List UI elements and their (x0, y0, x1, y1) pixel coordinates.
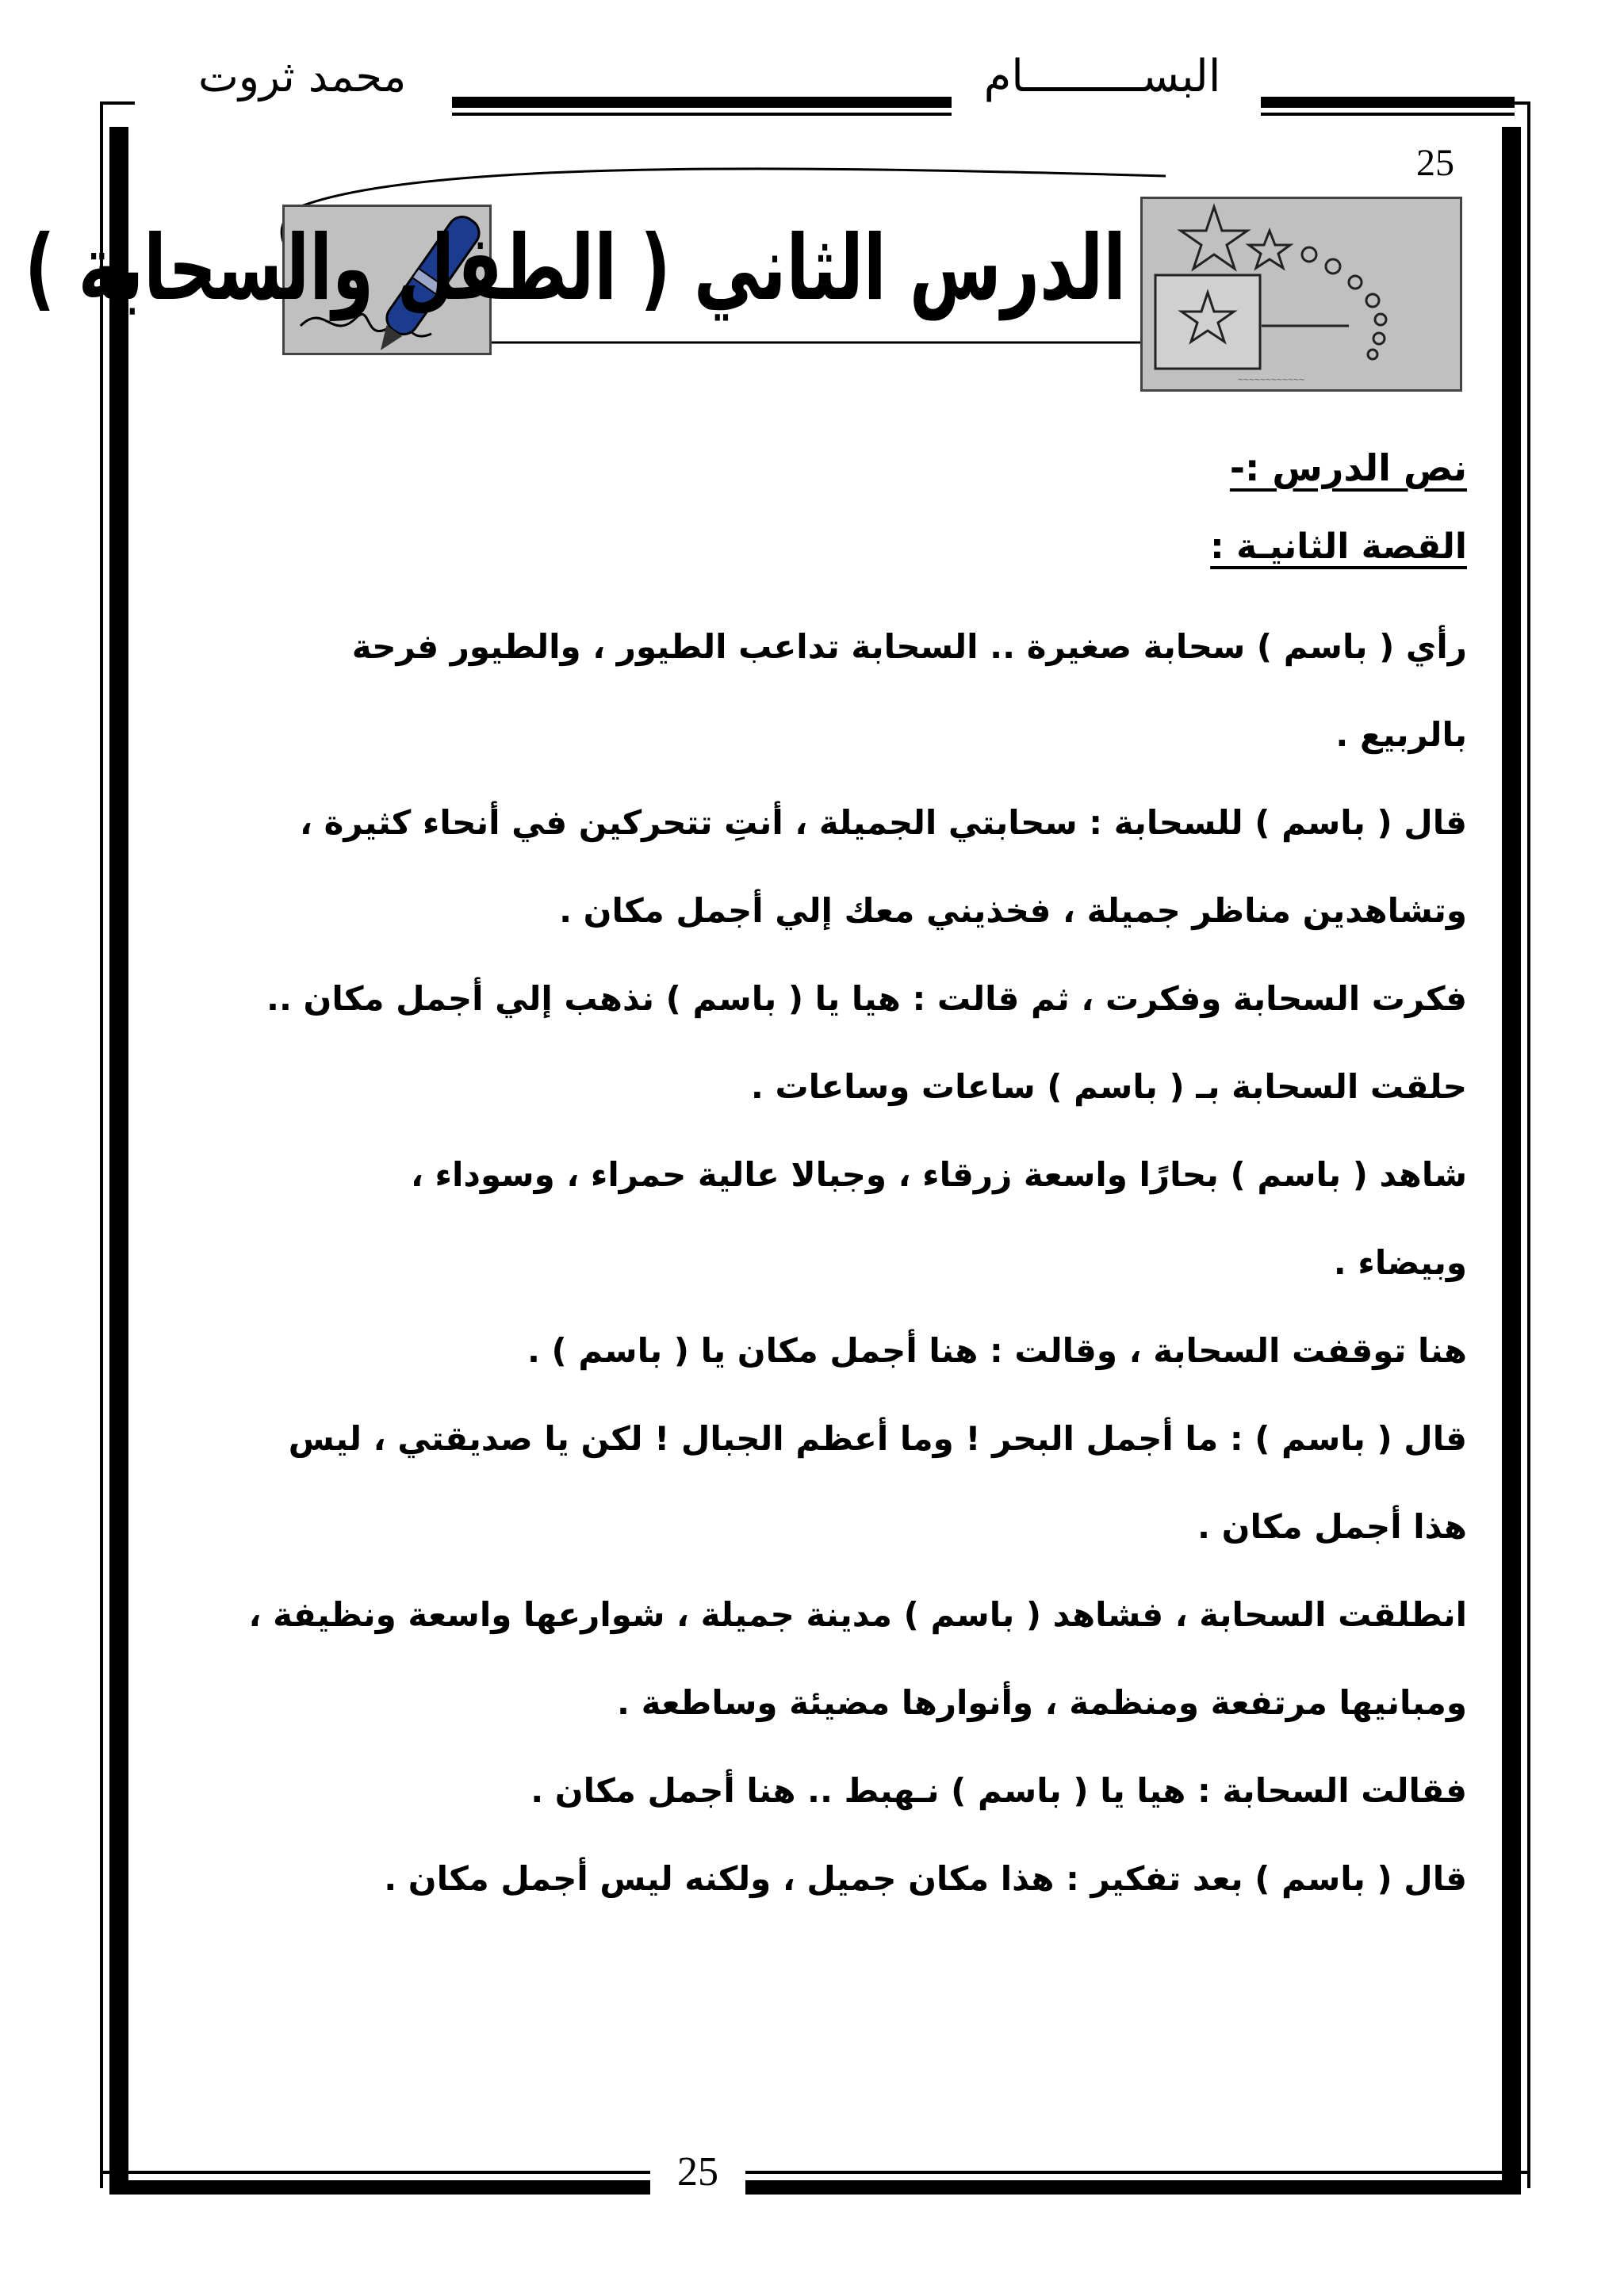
page-number-top: 25 (1416, 142, 1454, 184)
story-heading: القصة الثانيـة : (1210, 526, 1467, 567)
header-rule-left-thick (452, 97, 952, 108)
text-line: رأي ( باسم ) سحابة صغيرة .. السحابة تداعب الطيور ، والطيور فرحة (351, 627, 1467, 666)
section-heading: نص الدرس :- (1229, 446, 1467, 489)
frame-right-thick (1502, 127, 1521, 2188)
frame-left-thick (109, 127, 128, 2188)
text-line: شاهد ( باسم ) بحارًا واسعة زرقاء ، وجبالا عالية حمراء ، وسوداء ، (410, 1155, 1467, 1194)
svg-text:~~~~~~~~~~~~: ~~~~~~~~~~~~ (1238, 374, 1305, 385)
header-rule-left-thin (452, 113, 952, 116)
header-author: محمد ثروت (198, 52, 407, 101)
frame-left-thin (100, 101, 103, 2188)
page-number-bottom: 25 (650, 2149, 745, 2195)
frame-top-left-corner (100, 101, 135, 105)
stars-icon (1143, 199, 1460, 389)
footer-rule-thin-top (100, 2171, 1530, 2174)
header-rule-right-thin (1261, 113, 1515, 116)
text-line: قال ( باسم ) : ما أجمل البحر ! وما أعظم الجبال ! لكن يا صديقتي ، ليس (288, 1419, 1467, 1458)
text-line: هنا توقفت السحابة ، وقالت : هنا أجمل مكان يا ( باسم ) . (527, 1331, 1467, 1370)
text-line: بالربيع . (1335, 715, 1467, 754)
text-line: ومبانيها مرتفعة ومنظمة ، وأنوارها مضيئة وساطعة . (617, 1683, 1467, 1722)
text-line: وبيضاء . (1333, 1243, 1467, 1282)
text-line: هذا أجمل مكان . (1197, 1507, 1467, 1546)
lesson-text (159, 444, 1467, 1923)
text-line: فكرت السحابة وفكرت ، ثم قالت : هيا يا ( باسم ) نذهب إلي أجمل مكان .. (266, 979, 1467, 1018)
text-line: فقالت السحابة : هيا يا ( باسم ) نـهبط .. هنا أجمل مكان . (530, 1771, 1467, 1810)
text-line: وتشاهدين مناظر جميلة ، فخذيني معك إلي أجمل مكان . (559, 891, 1467, 930)
frame-right-thin (1527, 101, 1530, 2188)
lesson-title: الدرس الثاني ( الطفل والسحابة ) (25, 215, 1126, 321)
header-rule-right-thick (1261, 97, 1515, 108)
footer-rule-thick (109, 2180, 1521, 2195)
stars-image (1140, 197, 1462, 392)
text-line: قال ( باسم ) بعد تفكير : هذا مكان جميل ، ولكنه ليس أجمل مكان . (384, 1859, 1467, 1898)
text-line: حلقت السحابة بـ ( باسم ) ساعات وساعات . (750, 1067, 1467, 1106)
text-line: انطلقت السحابة ، فشاهد ( باسم ) مدينة جميلة ، شوارعها واسعة ونظيفة ، (248, 1595, 1467, 1634)
text-line: قال ( باسم ) للسحابة : سحابتي الجميلة ، أنتِ تتحركين في أنحاء كثيرة ، (300, 803, 1467, 842)
header-book-title: البســـــــــام (983, 51, 1221, 102)
